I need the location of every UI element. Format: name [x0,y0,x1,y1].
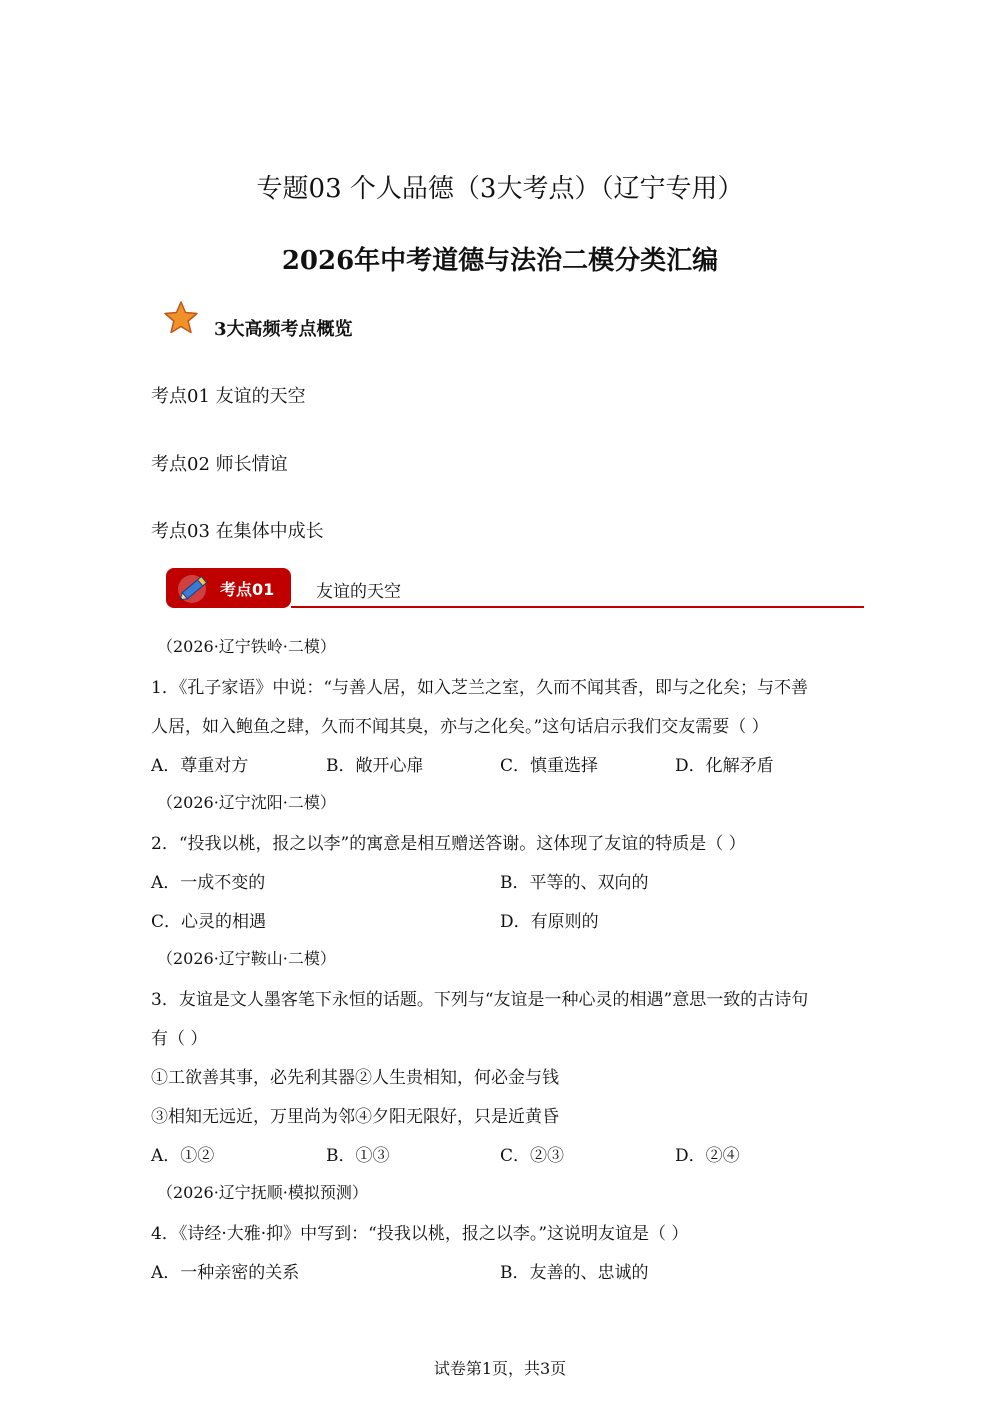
question-text: 1．《孔子家语》中说：“与善人居，如入芝兰之室，久而不闻其香，即与之化矣；与不善 [151,678,809,698]
option-a[interactable]: A．一成不变的 [151,873,266,893]
section-badge-label: 考点01 [220,580,275,599]
option-d[interactable]: D．化解矛盾 [675,756,774,776]
overview-point-3: 考点03 在集体中成长 [151,521,324,542]
question-text: 人居，如入鲍鱼之肆，久而不闻其臭，亦与之化矣。”这句话启示我们交友需要（ ） [151,717,769,737]
star-icon [163,300,199,336]
option-d[interactable]: D．②④ [675,1146,740,1166]
option-a[interactable]: A．尊重对方 [151,756,249,776]
option-c[interactable]: C．②③ [500,1146,565,1166]
overview-point-2: 考点02 师长情谊 [151,454,288,475]
question-source: （2026·辽宁抚顺·模拟预测） [157,1183,368,1202]
option-b[interactable]: B．敞开心扉 [326,756,424,776]
page-footer: 试卷第1页，共3页 [433,1359,567,1378]
option-b[interactable]: B．平等的、双向的 [500,873,649,893]
question-source: （2026·辽宁铁岭·二模） [157,637,336,656]
section-badge [166,568,291,608]
option-a[interactable]: A．一种亲密的关系 [151,1263,300,1283]
question-source: （2026·辽宁鞍山·二模） [157,949,336,968]
option-d[interactable]: D．有原则的 [500,912,599,932]
question-text: ③相知无远近，万里尚为邻④夕阳无限好，只是近黄昏 [151,1107,559,1127]
question-text: 有（ ） [151,1029,208,1049]
option-c[interactable]: C．心灵的相遇 [151,912,267,932]
option-a[interactable]: A．①② [151,1146,215,1166]
option-c[interactable]: C．慎重选择 [500,756,599,776]
question-text: 3．友谊是文人墨客笔下永恒的话题。下列与“友谊是一种心灵的相遇”意思一致的古诗句 [151,990,809,1010]
overview-point-1: 考点01 友谊的天空 [151,386,306,407]
question-text: 2．“投我以桃，报之以李”的寓意是相互赠送答谢。这体现了友谊的特质是（ ） [151,834,746,854]
section-divider [291,606,864,608]
option-b[interactable]: B．友善的、忠诚的 [500,1263,649,1283]
document-title: 专题03 个人品德（3大考点）（辽宁专用） [256,174,744,204]
document-subtitle: 2026年中考道德与法治二模分类汇编 [281,246,719,276]
option-b[interactable]: B．①③ [326,1146,390,1166]
section-banner [166,568,864,612]
question-source: （2026·辽宁沈阳·二模） [157,793,336,812]
pencil-icon [176,571,212,605]
question-text: ①工欲善其事，必先利其器②人生贵相知，何必金与钱 [151,1068,559,1088]
question-text: 4．《诗经·大雅·抑》中写到：“投我以桃，报之以李。”这说明友谊是（ ） [151,1224,689,1244]
section-title: 友谊的天空 [316,582,401,602]
overview-heading: 3大高频考点概览 [214,319,353,340]
